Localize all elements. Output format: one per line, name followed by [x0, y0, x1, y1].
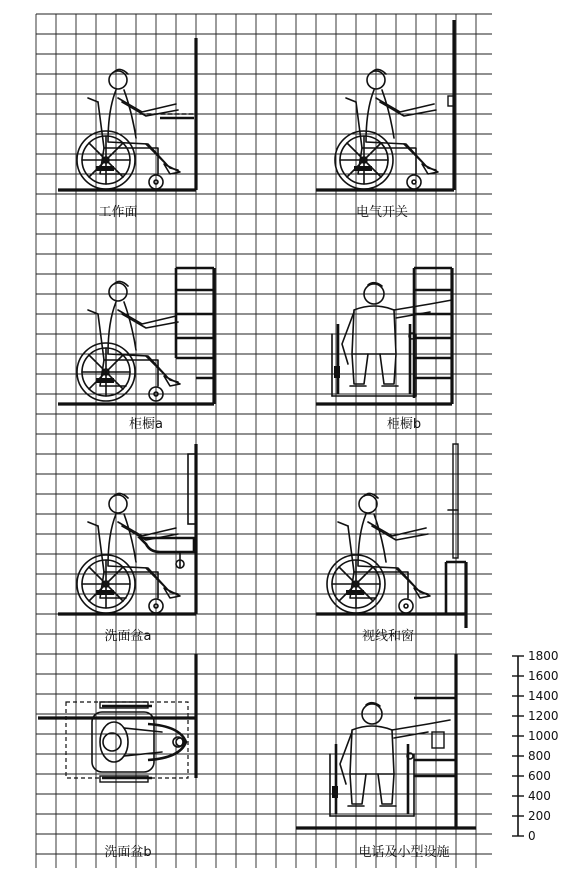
- caption-cabinet-a: 柜橱a: [129, 417, 163, 432]
- scale-label: 1200: [528, 709, 559, 723]
- scale-label: 1800: [528, 649, 559, 663]
- caption-washbasin-a: 洗面盆a: [104, 629, 152, 644]
- scale-label: 1600: [528, 669, 559, 683]
- caption-telephone-devices: 电话及小型设施: [358, 845, 450, 860]
- scale-label: 600: [528, 769, 551, 783]
- scale-label: 800: [528, 749, 551, 763]
- caption-sightline-window: 视线和窗: [361, 629, 415, 644]
- caption-work-surface: 工作面: [98, 205, 138, 220]
- caption-washbasin-b: 洗面盆b: [104, 845, 152, 860]
- caption-electric-switch: 电气开关: [355, 205, 409, 220]
- scale-label: 400: [528, 789, 551, 803]
- scale-label: 1000: [528, 729, 559, 743]
- scale-label: 0: [528, 829, 536, 843]
- scale-label: 1400: [528, 689, 559, 703]
- scale-label: 200: [528, 809, 551, 823]
- caption-cabinet-b: 柜橱b: [386, 417, 422, 432]
